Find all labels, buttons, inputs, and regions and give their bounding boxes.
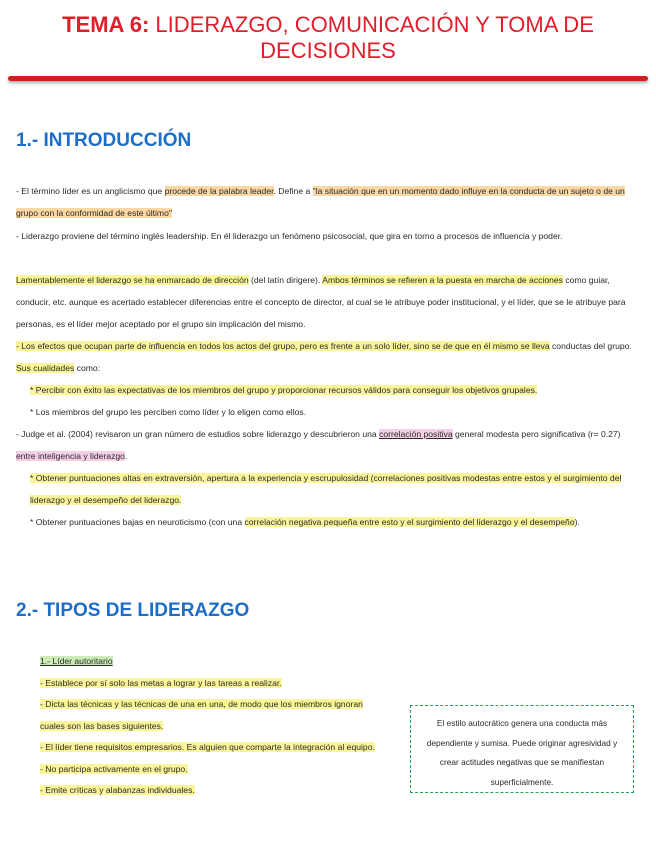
- highlight-definition: "la situación que en un momento dado influye en la conducta de un sujeto o de un grupo con la conformidad de este último": [16, 186, 625, 218]
- paragraph-group-effects: - Los efectos que ocupan parte de influencia en todos los actos del grupo, pero es frente a un solo líder, sino se de que en él mismo se lleva conductas del grupo. Sus cualidades como:: [16, 341, 632, 373]
- paragraph-definition: - El término líder es un anglicismo que procede de la palabra leader. Define a "la situación que en un momento dado influye en la conducta de un sujeto o de un grupo con la conformidad de este último": [16, 186, 625, 218]
- list-item: - Establece por sí solo las metas a lograr y las tareas a realizar.: [40, 677, 282, 688]
- bullet-low-neuroticism: * Obtener puntuaciones bajas en neuroticismo (con una correlación negativa pequeña entre esto y el surgimiento del liderazgo y el desempeño).: [30, 517, 580, 527]
- list-item: - Dicta las técnicas y las técnicas de una en una, de modo que los miembros ignoran cuales son las bases siguientes.: [40, 699, 363, 731]
- subheading-authoritarian: 1.- Líder autoritario: [40, 656, 113, 666]
- list-item: - El líder tiene requisitos empresarios. Es alguien que comparte la integración al equipo.: [40, 742, 375, 752]
- list-item: - No participa activamente en el grupo.: [40, 763, 188, 774]
- note-box-autocratic-style: El estilo autocrático genera una conducta más dependiente y sumisa. Puede originar agresividad y crear actitudes negativas que se manifiestan superficialmente.: [410, 705, 634, 793]
- bullet-members-perceive: * Los miembros del grupo les perciben como líder y lo eligen como ellos.: [30, 407, 307, 417]
- document-title: [40, 12, 616, 64]
- title-divider: [8, 76, 648, 81]
- bullet-perceive-expectations: * Percibir con éxito las expectativas de los miembros del grupo y proporcionar recursos válidos para conseguir los objetivos grupales.: [30, 385, 538, 395]
- bullet-high-scores: * Obtener puntuaciones altas en extraversión, apertura a la experiencia y escrupulosidad (correlaciones positivas modestas entre estos y el surgimiento del liderazgo y el desempeño del liderazgo.: [30, 473, 622, 505]
- paragraph-judge-study: - Judge et al. (2004) revisaron un gran número de estudios sobre liderazgo y descubrieron una correlación positiva general modesta pero significativa (r= 0.27) entre inteligencia y liderazgo.: [16, 429, 621, 461]
- section-heading-tipos-liderazgo: 2.- TIPOS DE LIDERAZGO: [16, 600, 250, 621]
- paragraph-leadership-origin: - Liderazgo proviene del término inglés leadership. En él liderazgo un fenómeno psicosocial, que gira en torno a procesos de influencia y poder.: [16, 231, 563, 241]
- leader-types-list: [40, 651, 380, 802]
- title-topic-name: LIDERAZGO, COMUNICACIÓN Y TOMA DE DECISIONES: [149, 12, 594, 63]
- list-item: - Emite críticas y alabanzas individuales.: [40, 785, 195, 795]
- paragraph-direction: Lamentablemente el liderazgo se ha enmarcado de dirección (del latín dirigere). Ambos términos se refieren a la puesta en marcha de acciones como guiar, conducir, etc. aunque es acertado establecer diferencias entre el concepto de director, al cual se le atribuye poder institucional, y el líder, que se le atribuye para personas, es el líder mejor aceptado por el grupo sin implicación del mismo.: [16, 275, 626, 329]
- title-topic-number: TEMA 6:: [62, 12, 150, 37]
- highlight-origin: procede de la palabra leader: [164, 186, 274, 196]
- section-heading-introduccion: 1.- INTRODUCCIÓN: [16, 130, 192, 151]
